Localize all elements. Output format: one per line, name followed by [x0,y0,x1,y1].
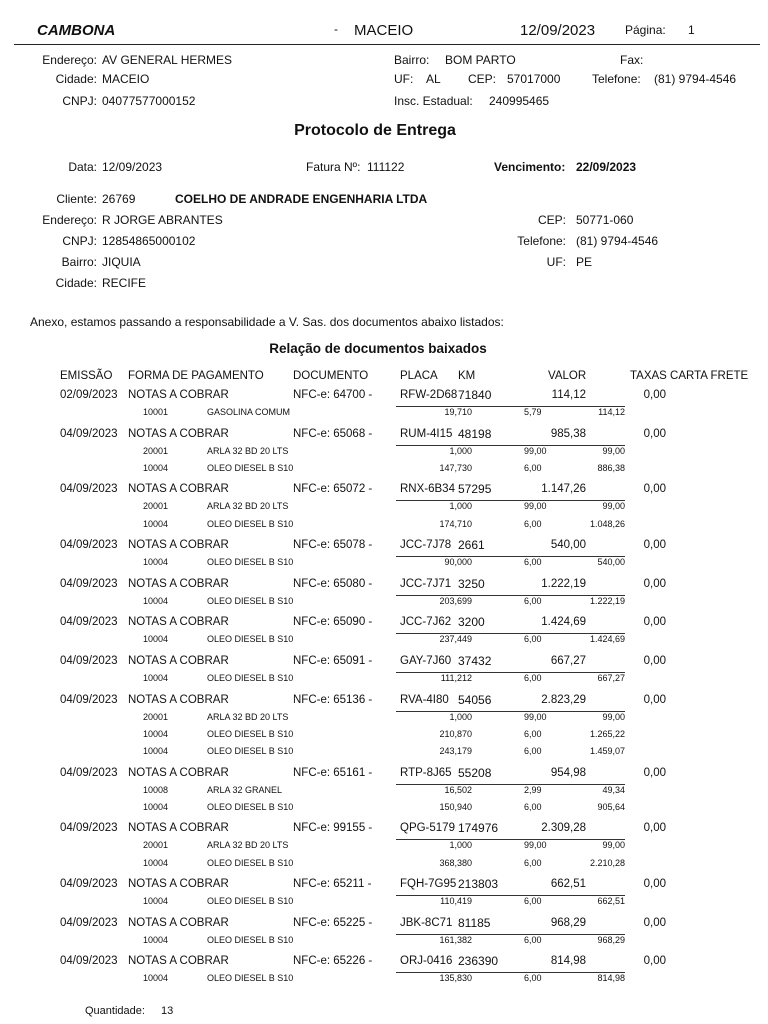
vencimento-label: Vencimento: [494,160,566,174]
item-quantity: 110,419 [440,896,472,907]
item-quantity: 111,212 [440,673,472,683]
item-code: 20001 [143,501,169,512]
doc-valor: 985,38 [550,427,586,440]
company-bairro: BOM PARTO [445,53,516,67]
item-unit-price: 6,00 [524,934,542,945]
item-code: 10004 [143,934,169,945]
cliente-uf-label: UF: [546,255,566,269]
doc-documento: NFC-e: 65161 - [293,766,373,779]
doc-forma-pagamento: NOTAS A COBRAR [128,577,229,590]
doc-placa: JCC-7J62 [400,616,452,629]
item-total: 814,98 [597,973,625,984]
item-unit-price: 6,00 [524,746,542,756]
item-description: ARLA 32 BD 20 LTS [207,501,289,512]
cliente-uf: PE [576,255,593,269]
doc-forma-pagamento: NOTAS A COBRAR [128,878,229,891]
doc-placa: FQH-7G95 [400,878,457,891]
company-cidade: MACEIO [102,72,150,86]
company-endereco: AV GENERAL HERMES [102,53,233,67]
item-total: 1.222,19 [589,595,625,606]
item-total: 540,00 [597,557,625,568]
doc-placa: ORJ-0416 [400,955,453,968]
item-description: OLEO DIESEL B S10 [207,634,294,645]
item-description: OLEO DIESEL B S10 [207,462,294,473]
doc-emissao: 04/09/2023 [60,483,118,496]
item-quantity: 147,730 [439,462,472,473]
item-code: 10008 [143,784,169,795]
doc-documento: NFC-e: 65226 - [293,955,373,968]
doc-valor: 2.309,28 [541,822,586,835]
doc-valor: 667,27 [550,655,586,667]
item-description: ARLA 32 BD 20 LTS [207,840,289,851]
company-cnpj: 04077577000152 [102,94,196,108]
quantidade-value: 13 [161,1005,174,1017]
item-code: 10004 [143,746,169,756]
doc-valor: 814,98 [550,955,586,968]
item-code: 10004 [143,973,169,984]
item-quantity: 1,000 [449,501,472,512]
doc-taxas: 0,00 [643,539,666,552]
doc-valor: 968,29 [550,916,586,929]
item-description: OLEO DIESEL B S10 [207,896,294,907]
doc-taxas: 0,00 [643,955,666,968]
doc-documento: NFC-e: 99155 - [293,822,373,835]
doc-km: 57295 [458,482,492,497]
cliente-cep-label: CEP: [537,213,566,227]
item-unit-price: 6,00 [524,801,542,812]
item-total: 886,38 [597,462,625,473]
item-quantity: 1,000 [449,445,472,456]
item-code: 10001 [143,407,169,417]
doc-taxas: 0,00 [643,693,666,706]
doc-emissao: 04/09/2023 [60,539,118,552]
cliente-cidade: RECIFE [102,276,147,290]
doc-documento: NFC-e: 65225 - [293,916,373,929]
quantidade-label: Quantidade: [85,1005,145,1017]
doc-documento: NFC-e: 65078 - [293,539,373,552]
doc-taxas: 0,00 [643,878,666,891]
doc-km: 3250 [458,576,485,591]
doc-km: 55208 [458,765,492,780]
item-total: 2.210,28 [589,857,625,868]
doc-forma-pagamento: NOTAS A COBRAR [128,916,229,929]
item-unit-price: 6,00 [524,896,542,907]
item-description: OLEO DIESEL B S10 [207,934,294,945]
item-total: 1.048,26 [589,518,625,529]
item-description: OLEO DIESEL B S10 [207,673,294,683]
item-code: 10004 [143,634,169,645]
item-total: 1.459,07 [589,746,625,756]
doc-forma-pagamento: NOTAS A COBRAR [128,427,229,440]
doc-forma-pagamento: NOTAS A COBRAR [128,655,229,667]
doc-emissao: 04/09/2023 [60,655,118,667]
doc-documento: NFC-e: 65091 - [293,655,373,667]
item-code: 20001 [143,711,169,722]
item-unit-price: 6,00 [524,673,542,683]
header-dash: - [334,22,338,36]
item-description: ARLA 32 GRANEL [207,784,283,795]
fatura-value: 111122 [367,160,405,174]
doc-taxas: 0,00 [643,483,666,496]
item-total: 968,29 [597,934,625,945]
doc-forma-pagamento: NOTAS A COBRAR [128,955,229,968]
doc-documento: NFC-e: 65136 - [293,693,373,706]
cliente-telefone: (81) 9794-4546 [576,234,659,248]
item-quantity: 210,870 [439,728,472,739]
doc-placa: RNX-6B34 [400,483,455,496]
header-date: 12/09/2023 [520,22,596,39]
cliente-endereco-label: Endereço: [42,213,97,227]
vencimento-value: 22/09/2023 [576,160,637,174]
doc-taxas: 0,00 [643,655,666,667]
doc-emissao: 02/09/2023 [60,389,118,401]
cliente-nome: COELHO DE ANDRADE ENGENHARIA LTDA [175,192,428,206]
item-code: 20001 [143,445,169,456]
doc-emissao: 04/09/2023 [60,427,118,440]
item-description: ARLA 32 BD 20 LTS [207,445,289,456]
page-label: Página: [625,23,666,37]
doc-taxas: 0,00 [643,427,666,440]
doc-valor: 1.424,69 [541,616,586,629]
doc-placa: JCC-7J78 [400,539,452,552]
doc-emissao: 04/09/2023 [60,766,118,779]
item-total: 99,00 [602,445,625,456]
doc-emissao: 04/09/2023 [60,916,118,929]
item-unit-price: 6,00 [524,973,542,984]
item-unit-price: 99,00 [524,501,547,512]
item-code: 10004 [143,462,169,473]
item-quantity: 90,000 [444,557,472,568]
company-insc-label: Insc. Estadual: [394,94,473,108]
cliente-bairro: JIQUIA [102,255,141,269]
doc-emissao: 04/09/2023 [60,955,118,968]
item-quantity: 161,382 [439,934,472,945]
item-quantity: 237,449 [439,634,472,645]
doc-km: 48198 [458,426,492,441]
doc-km: 71840 [458,388,492,402]
doc-emissao: 04/09/2023 [60,577,118,590]
section-subtitle: Relação de documentos baixados [269,341,487,356]
doc-km: 3200 [458,615,485,630]
fatura-label: Fatura Nº: [306,160,361,174]
item-quantity: 150,940 [439,801,472,812]
doc-valor: 954,98 [550,766,586,779]
doc-taxas: 0,00 [643,766,666,779]
col-taxas: TAXAS CARTA FRETE [630,370,749,382]
cliente-codigo: 26769 [102,192,136,206]
item-quantity: 19,710 [444,407,472,417]
item-description: GASOLINA COMUM [207,407,291,417]
cliente-telefone-label: Telefone: [517,234,566,248]
doc-documento: NFC-e: 65211 - [293,878,372,891]
doc-forma-pagamento: NOTAS A COBRAR [128,483,229,496]
doc-forma-pagamento: NOTAS A COBRAR [128,616,229,629]
item-unit-price: 6,00 [524,462,542,473]
intro-text: Anexo, estamos passando a responsabilidade a V. Sas. dos documentos abaixo listados: [30,315,504,329]
item-code: 20001 [143,840,169,851]
header-divider [14,44,760,45]
cliente-cep: 50771-060 [576,213,634,227]
header-city: MACEIO [354,22,414,39]
doc-valor: 114,12 [551,389,586,401]
company-cidade-label: Cidade: [55,72,97,86]
doc-taxas: 0,00 [643,577,666,590]
item-code: 10004 [143,557,169,568]
company-cnpj-label: CNPJ: [62,94,97,108]
doc-documento: NFC-e: 65080 - [293,577,373,590]
doc-emissao: 04/09/2023 [60,616,118,629]
doc-taxas: 0,00 [643,616,666,629]
doc-documento: NFC-e: 65072 - [293,483,373,496]
item-total: 1.424,69 [589,634,625,645]
cliente-cnpj: 12854865000102 [102,234,196,248]
col-forma: FORMA DE PAGAMENTO [128,370,264,382]
item-code: 10004 [143,728,169,739]
data-label: Data: [68,160,97,174]
item-description: OLEO DIESEL B S10 [207,518,294,529]
item-code: 10004 [143,896,169,907]
company-insc: 240995465 [489,94,550,108]
item-description: OLEO DIESEL B S10 [207,801,294,812]
company-uf-label: UF: [394,72,414,86]
cliente-endereco: R JORGE ABRANTES [102,213,223,227]
item-description: OLEO DIESEL B S10 [207,857,294,868]
doc-forma-pagamento: NOTAS A COBRAR [128,822,229,835]
item-total: 114,12 [598,407,625,417]
cliente-bairro-label: Bairro: [61,255,97,269]
doc-km: 2661 [458,538,485,553]
doc-km: 81185 [458,915,491,930]
item-unit-price: 5,79 [524,407,542,417]
item-unit-price: 2,99 [524,784,542,795]
doc-placa: JBK-8C71 [400,916,453,929]
doc-valor: 1.222,19 [541,577,586,590]
item-unit-price: 99,00 [524,445,547,456]
col-km: KM [458,370,476,382]
doc-valor: 540,00 [550,539,586,552]
item-description: OLEO DIESEL B S10 [207,728,294,739]
doc-placa: RTP-8J65 [400,766,452,779]
page-number: 1 [688,23,695,37]
item-unit-price: 6,00 [524,595,542,606]
item-total: 662,51 [597,896,625,907]
item-description: OLEO DIESEL B S10 [207,746,294,756]
doc-valor: 2.823,29 [541,693,586,706]
doc-km: 174976 [458,821,499,836]
item-description: OLEO DIESEL B S10 [207,973,294,984]
doc-valor: 1.147,26 [541,483,586,496]
company-name: CAMBONA [37,22,116,39]
doc-taxas: 0,00 [643,916,666,929]
doc-documento: NFC-e: 64700 - [293,389,373,401]
item-unit-price: 6,00 [524,518,542,529]
item-quantity: 203,699 [439,595,472,606]
doc-placa: RFW-2D68 [400,389,458,401]
company-fax-label: Fax: [620,53,644,67]
item-quantity: 368,380 [439,857,472,868]
doc-forma-pagamento: NOTAS A COBRAR [128,693,229,706]
item-code: 10004 [143,857,169,868]
col-documento: DOCUMENTO [293,370,369,382]
item-code: 10004 [143,518,169,529]
col-emissao: EMISSÃO [60,370,113,382]
item-total: 99,00 [602,840,625,851]
item-total: 1.265,22 [589,728,625,739]
doc-documento: NFC-e: 65068 - [293,427,373,440]
item-description: ARLA 32 BD 20 LTS [207,711,289,722]
doc-placa: GAY-7J60 [400,655,452,667]
item-total: 49,34 [602,784,625,795]
cliente-label: Cliente: [56,192,97,206]
cliente-cnpj-label: CNPJ: [62,234,97,248]
data-value: 12/09/2023 [102,160,163,174]
doc-placa: RVA-4I80 [400,693,449,706]
item-total: 667,27 [597,673,625,683]
doc-km: 236390 [458,954,499,969]
item-unit-price: 6,00 [524,634,542,645]
item-code: 10004 [143,595,169,606]
doc-taxas: 0,00 [643,389,666,401]
doc-documento: NFC-e: 65090 - [293,616,373,629]
item-total: 99,00 [602,711,625,722]
item-quantity: 16,502 [444,784,472,795]
company-cep-label: CEP: [468,72,497,86]
doc-forma-pagamento: NOTAS A COBRAR [128,539,229,552]
doc-placa: QPG-5179 [400,822,455,835]
doc-taxas: 0,00 [643,822,666,835]
doc-placa: JCC-7J71 [400,577,452,590]
cliente-cidade-label: Cidade: [55,276,97,290]
doc-valor: 662,51 [550,878,586,891]
doc-forma-pagamento: NOTAS A COBRAR [128,389,229,401]
item-unit-price: 6,00 [524,728,542,739]
item-code: 10004 [143,801,169,812]
item-total: 99,00 [602,501,625,512]
company-telefone-label: Telefone: [592,72,641,86]
doc-km: 37432 [458,654,492,668]
item-description: OLEO DIESEL B S10 [207,595,294,606]
company-bairro-label: Bairro: [394,53,430,67]
item-unit-price: 99,00 [524,840,547,851]
item-unit-price: 6,00 [524,857,542,868]
item-quantity: 174,710 [439,518,472,529]
item-total: 905,64 [597,801,625,812]
company-cep: 57017000 [507,72,561,86]
item-quantity: 1,000 [449,711,472,722]
doc-emissao: 04/09/2023 [60,822,118,835]
company-endereco-label: Endereço: [42,53,97,67]
item-code: 10004 [143,673,169,683]
doc-placa: RUM-4I15 [400,427,453,440]
item-quantity: 243,179 [439,746,472,756]
doc-emissao: 04/09/2023 [60,878,118,891]
doc-forma-pagamento: NOTAS A COBRAR [128,766,229,779]
item-quantity: 1,000 [449,840,472,851]
col-placa: PLACA [400,370,438,382]
doc-km: 54056 [458,692,492,707]
doc-emissao: 04/09/2023 [60,693,118,706]
item-description: OLEO DIESEL B S10 [207,557,294,568]
company-telefone: (81) 9794-4546 [654,72,737,86]
company-uf: AL [426,72,441,86]
item-unit-price: 6,00 [524,557,542,568]
doc-km: 213803 [458,877,499,892]
item-quantity: 135,830 [439,973,472,984]
page-title: Protocolo de Entrega [294,122,456,139]
col-valor: VALOR [548,370,587,382]
item-unit-price: 99,00 [524,711,547,722]
